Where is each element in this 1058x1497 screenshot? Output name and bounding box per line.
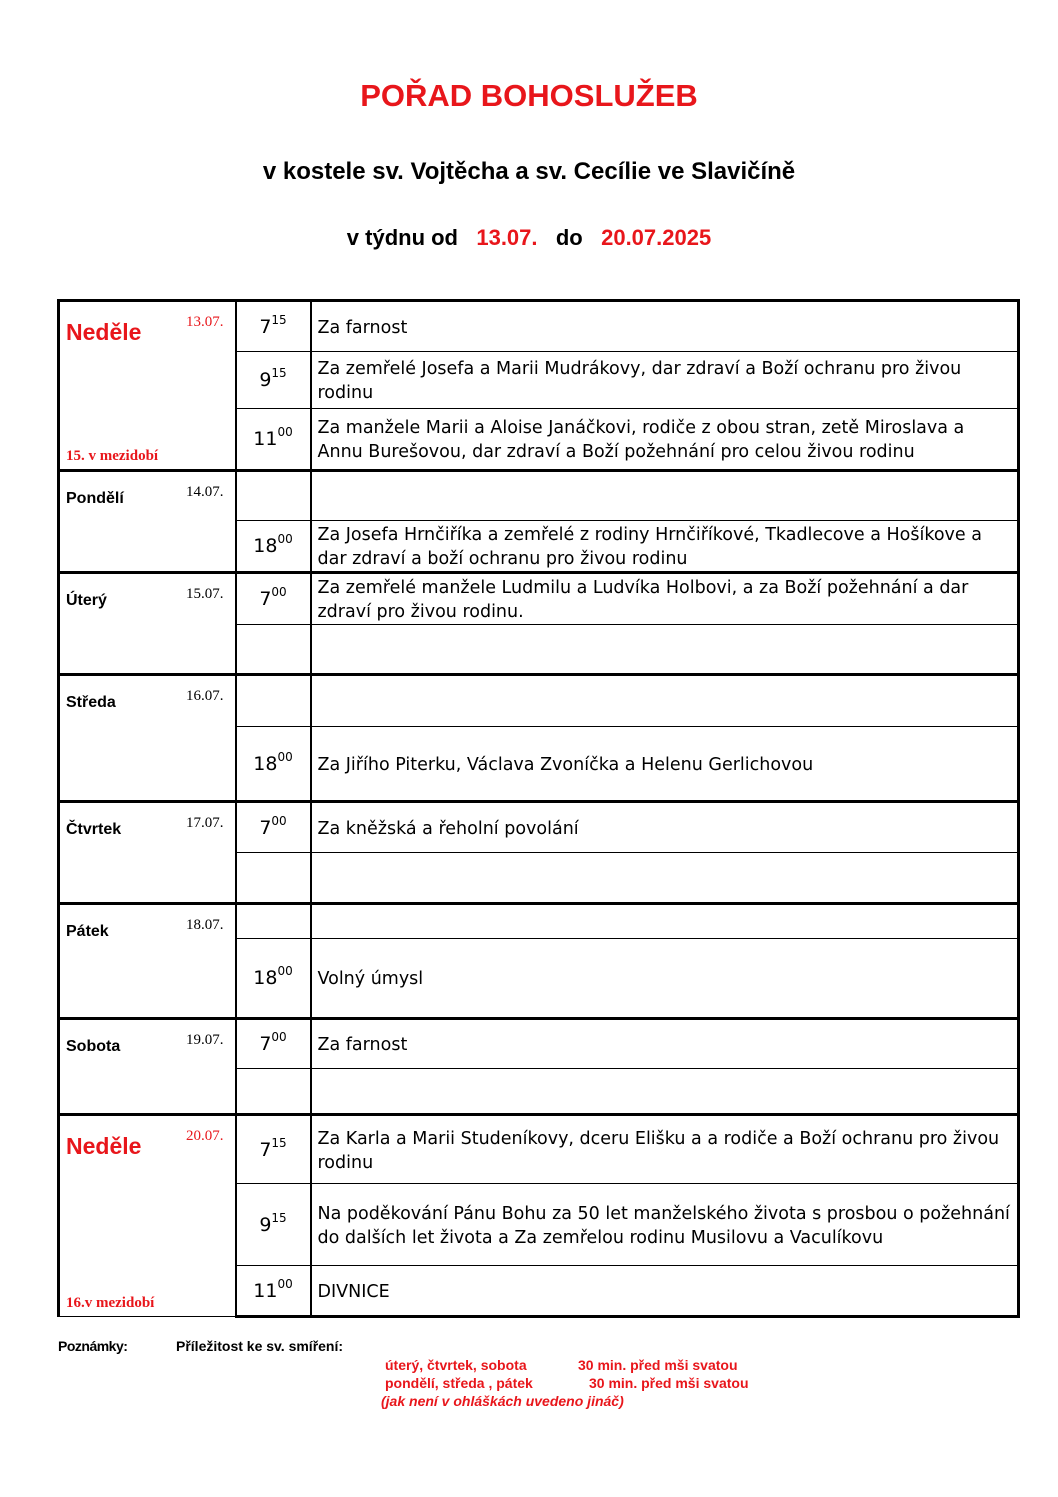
mass-intention (311, 471, 1019, 521)
mass-hour: 7 (259, 816, 272, 839)
week-to-label: do (555, 225, 583, 250)
confession-time-1: 30 min. před mši svatou (578, 1357, 738, 1373)
mass-intention: Za zemřelé Josefa a Marii Mudrákovy, dar zdraví a Boží ochranu pro živou rodinu (311, 352, 1019, 409)
liturgical-week: 16.v mezidobí (66, 1295, 155, 1311)
mass-time (236, 1266, 311, 1317)
mass-time (236, 573, 311, 625)
mass-schedule-table (57, 299, 1020, 1318)
mass-time (236, 904, 311, 939)
church-subtitle: v kostele sv. Vojtěcha a sv. Cecílie ve Slavičíně (262, 158, 796, 185)
mass-row (59, 471, 1019, 521)
mass-intention (311, 853, 1019, 904)
day-cell (59, 471, 236, 573)
day-name: Pondělí (66, 490, 124, 507)
day-name: Čtvrtek (66, 821, 122, 838)
mass-intention: Za kněžská a řeholní povolání (311, 802, 1019, 853)
mass-hour: 9 (259, 369, 272, 391)
day-cell (59, 675, 236, 802)
mass-row (59, 301, 1019, 352)
confession-time-2: 30 min. před mši svatou (589, 1375, 749, 1391)
mass-time (236, 625, 311, 675)
mass-time (236, 675, 311, 727)
mass-intention: DIVNICE (311, 1266, 1019, 1317)
week-to-date: 20.07.2025 (601, 225, 712, 250)
day-name: Pátek (66, 923, 109, 940)
mass-minute: 00 (277, 1276, 293, 1291)
mass-time (236, 1069, 311, 1115)
mass-hour: 7 (259, 588, 272, 610)
mass-time (236, 802, 311, 853)
day-cell (59, 1115, 236, 1317)
week-from-date: 13.07. (476, 225, 538, 250)
mass-hour: 7 (259, 1138, 272, 1161)
mass-hour: 11 (253, 428, 278, 450)
mass-minute: 00 (271, 813, 287, 828)
mass-minute: 00 (277, 532, 293, 546)
mass-row (59, 904, 1019, 939)
mass-hour: 18 (253, 535, 278, 557)
mass-row (59, 573, 1019, 625)
day-cell (59, 573, 236, 675)
day-cell (59, 904, 236, 1019)
mass-hour: 7 (259, 1033, 272, 1055)
notes-label: Poznámky: (58, 1338, 128, 1354)
day-name: Úterý (66, 592, 107, 609)
mass-minute: 00 (271, 585, 287, 599)
day-cell (59, 301, 236, 471)
mass-intention (311, 1069, 1019, 1115)
mass-hour: 9 (259, 1213, 272, 1236)
mass-row (59, 802, 1019, 853)
mass-intention: Za farnost (311, 1019, 1019, 1069)
mass-time (236, 409, 311, 471)
mass-intention (311, 904, 1019, 939)
mass-intention: Za manžele Marii a Aloise Janáčkovi, rodiče z obou stran, zetě Miroslava a Annu Burešovou, dar zdraví a Boží požehnání pro celou živou rodinu (311, 409, 1019, 471)
mass-minute: 15 (271, 366, 287, 380)
mass-row (59, 1115, 1019, 1184)
mass-time (236, 1019, 311, 1069)
day-date: 19.07. (186, 1032, 224, 1048)
mass-time (236, 521, 311, 573)
mass-intention: Volný úmysl (311, 939, 1019, 1019)
mass-time (236, 301, 311, 352)
day-date: 17.07. (186, 815, 224, 831)
day-date: 18.07. (186, 917, 224, 933)
day-name: Neděle (66, 319, 142, 345)
day-date: 13.07. (186, 314, 224, 330)
confession-days-2: pondělí, středa , pátek (385, 1375, 533, 1391)
mass-minute: 15 (271, 1210, 287, 1225)
mass-intention (311, 625, 1019, 675)
mass-time (236, 853, 311, 904)
day-name: Neděle (66, 1133, 142, 1159)
mass-hour: 18 (253, 752, 278, 775)
mass-hour: 7 (259, 315, 272, 338)
day-cell (59, 802, 236, 904)
mass-intention: Na poděkování Pánu Bohu za 50 let manželského života s prosbou o požehnání do dalších let života a Za zemřelou rodinu Musilovu a Vaculíkovu (311, 1184, 1019, 1266)
mass-hour: 18 (253, 967, 278, 989)
mass-minute: 15 (271, 312, 287, 327)
confession-days-1: úterý, čtvrtek, sobota (385, 1357, 527, 1373)
day-name: Středa (66, 694, 116, 711)
mass-time (236, 1115, 311, 1184)
mass-time (236, 471, 311, 521)
mass-intention: Za Jiřího Piterku, Václava Zvoníčka a Helenu Gerlichovou (311, 727, 1019, 802)
mass-time (236, 727, 311, 802)
mass-intention (311, 675, 1019, 727)
confession-note: (jak není v ohláškách uvedeno jináč) (381, 1393, 624, 1409)
mass-minute: 00 (277, 425, 293, 439)
day-name: Sobota (66, 1038, 121, 1055)
page-title: POŘAD BOHOSLUŽEB (360, 78, 698, 113)
day-date: 20.07. (186, 1128, 224, 1144)
week-prefix: v týdnu od (346, 225, 458, 250)
mass-minute: 00 (277, 749, 293, 764)
day-date: 15.07. (186, 586, 224, 602)
day-cell (59, 1019, 236, 1115)
mass-row (59, 1019, 1019, 1069)
mass-intention: Za zemřelé manžele Ludmilu a Ludvíka Holbovi, a za Boží požehnání a dar zdraví pro živou rodinu. (311, 573, 1019, 625)
mass-intention: Za Josefa Hrnčiříka a zemřelé z rodiny Hrnčiříkové, Tkadlecove a Hošíkove a dar zdraví a boží ochranu pro živou rodinu (311, 521, 1019, 573)
day-date: 14.07. (186, 484, 224, 500)
mass-minute: 15 (271, 1135, 287, 1150)
liturgical-week: 15. v mezidobí (66, 448, 159, 464)
mass-intention: Za Karla a Marii Studeníkovy, dceru Elišku a a rodiče a Boží ochranu pro živou rodinu (311, 1115, 1019, 1184)
week-range (0, 225, 1058, 251)
mass-time (236, 1184, 311, 1266)
mass-time (236, 939, 311, 1019)
mass-row (59, 675, 1019, 727)
day-date: 16.07. (186, 688, 224, 704)
mass-time (236, 352, 311, 409)
mass-hour: 11 (253, 1279, 278, 1302)
mass-intention: Za farnost (311, 301, 1019, 352)
mass-minute: 00 (277, 964, 293, 978)
mass-minute: 00 (271, 1030, 287, 1044)
confession-heading: Příležitost ke sv. smíření: (176, 1338, 344, 1354)
